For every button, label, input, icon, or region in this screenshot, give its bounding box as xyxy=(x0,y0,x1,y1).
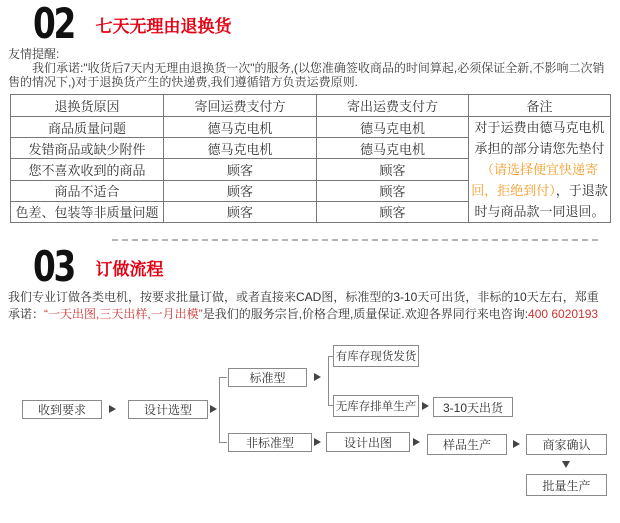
section-number: 03 xyxy=(33,242,74,291)
cell-reason: 您不喜欢收到的商品 xyxy=(11,159,164,180)
return-policy-table xyxy=(10,94,611,223)
dashed-divider xyxy=(112,239,598,241)
section-title: 订做流程 xyxy=(95,260,164,279)
section-title: 七天无理由退换货 xyxy=(95,17,232,36)
cell-return-payer: 德马克电机 xyxy=(164,117,317,138)
flow-box-standard: 标准型 xyxy=(228,368,307,387)
flow-box-in-stock: 有库存现货发货 xyxy=(333,345,419,367)
arrow-right-icon xyxy=(422,402,429,410)
cell-return-payer: 德马克电机 xyxy=(164,138,317,159)
intro-part1: 我们专业订做各类电机，按要求批量订做，或者直接来CAD图，标准型的3-10天可出货，非标的10天左右，郑重承诺： xyxy=(8,290,599,321)
reminder-text: 我们承诺:"收货后7天内无理由退换货一次"的服务,(以您准确签收商品的时间算起,必须保证全新,不影响二次销售的情况下,)对于退换货产生的快递费,我们遵循错方负责运费原则. xyxy=(8,61,605,89)
flow-box-merchant-confirm: 商家确认 xyxy=(526,434,607,455)
table-row xyxy=(11,117,611,138)
intro-part3: 是我们的服务宗旨,价格合理,质量保证.欢迎各界同行来电咨询: xyxy=(202,307,529,321)
section-number: 02 xyxy=(33,0,74,48)
section-process-header xyxy=(33,242,620,291)
arrow-right-icon xyxy=(314,438,321,446)
arrow-right-icon xyxy=(413,438,420,446)
arrow-down-icon xyxy=(562,461,570,468)
note-cell xyxy=(469,117,611,223)
cell-send-payer: 顾客 xyxy=(317,180,469,201)
col-header-reason: 退换货原因 xyxy=(11,95,164,117)
order-process-flowchart xyxy=(0,335,620,515)
col-header-note: 备注 xyxy=(469,95,611,117)
cell-reason: 发错商品或缺少附件 xyxy=(11,138,164,159)
col-header-send-shipping: 寄出运费支付方 xyxy=(317,95,469,117)
flow-box-design-select: 设计选型 xyxy=(128,400,208,419)
reminder-label: 友情提醒: xyxy=(8,47,60,61)
flow-box-no-stock: 无库存排单生产 xyxy=(333,395,419,417)
cell-send-payer: 德马克电机 xyxy=(317,117,469,138)
col-header-return-shipping: 寄回运费支付方 xyxy=(164,95,317,117)
arrow-right-icon xyxy=(210,405,217,413)
cell-return-payer: 顾客 xyxy=(164,159,317,180)
cell-send-payer: 德马克电机 xyxy=(317,138,469,159)
connector-bracket xyxy=(219,377,227,443)
cell-send-payer: 顾客 xyxy=(317,159,469,180)
arrow-right-icon xyxy=(513,440,520,448)
intro-promise-red: “一天出图,三天出样,一月出模” xyxy=(44,307,203,321)
intro-phone-red: 400 6020193 xyxy=(528,307,599,321)
cell-reason: 商品不适合 xyxy=(11,180,164,201)
note-text-part1: 对于运费由德马克电机承担的部分请您先垫付 xyxy=(474,120,605,156)
flow-box-design-draw: 设计出图 xyxy=(326,432,410,452)
flow-box-batch-production: 批量生产 xyxy=(526,474,607,496)
reminder-block xyxy=(8,47,612,89)
note-text-orange: （请选择便宜快递寄回，拒绝到付） xyxy=(471,162,598,198)
note-text-part3: ，于退款时与商品款一同退回。 xyxy=(474,183,608,219)
flow-box-sample-production: 样品生产 xyxy=(427,434,507,455)
flow-box-nonstandard: 非标准型 xyxy=(228,433,312,452)
flow-box-receive: 收到要求 xyxy=(22,400,102,419)
cell-send-payer: 顾客 xyxy=(317,201,469,222)
cell-reason: 商品质量问题 xyxy=(11,117,164,138)
cell-return-payer: 顾客 xyxy=(164,180,317,201)
arrow-right-icon xyxy=(109,405,116,413)
cell-return-payer: 顾客 xyxy=(164,201,317,222)
section-return-header xyxy=(33,0,620,48)
arrow-right-icon xyxy=(314,373,321,381)
table-header-row xyxy=(11,95,611,117)
process-intro xyxy=(8,289,610,323)
flow-box-ship-3-10-days: 3-10天出货 xyxy=(433,397,513,417)
cell-reason: 色差、包装等非质量问题 xyxy=(11,201,164,222)
